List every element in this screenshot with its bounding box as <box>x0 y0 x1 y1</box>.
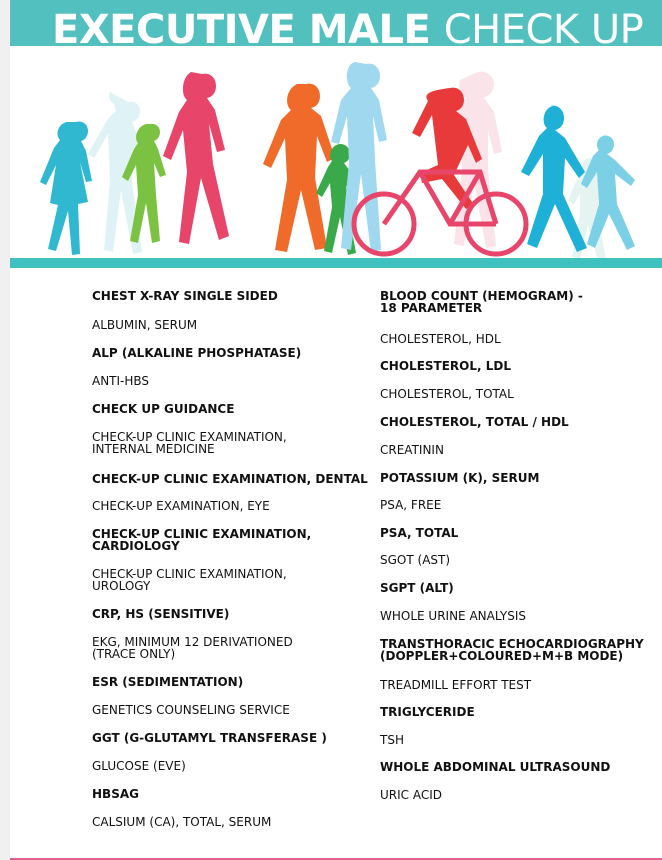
test-item: CHECK-UP EXAMINATION, EYE <box>92 499 270 513</box>
figure-runner-teal <box>521 106 587 252</box>
test-item: URIC ACID <box>380 788 443 802</box>
test-item: GGT (G-GLUTAMYL TRANSFERASE ) <box>92 731 327 745</box>
test-item: TSH <box>380 733 404 747</box>
test-item: EKG, MINIMUM 12 DERIVATIONED (TRACE ONLY) <box>92 635 293 661</box>
test-item: CHECK UP GUIDANCE <box>92 402 235 416</box>
test-item: GENETICS COUNSELING SERVICE <box>92 703 290 717</box>
test-item: ANTI-HBS <box>92 374 150 388</box>
title-light: CHECK UP <box>443 7 644 53</box>
figure-woman-teal <box>40 121 92 255</box>
test-item: WHOLE URINE ANALYSIS <box>380 609 527 623</box>
test-item: WHOLE ABDOMINAL ULTRASOUND <box>380 760 611 774</box>
test-item: CHECK-UP CLINIC EXAMINATION, INTERNAL MEDICINE <box>92 430 287 456</box>
test-item: CHEST X-RAY SINGLE SIDED <box>92 289 278 303</box>
test-item: HBSAG <box>92 787 139 801</box>
test-item: CALSIUM (CA), TOTAL, SERUM <box>92 815 272 829</box>
test-item: GLUCOSE (EVE) <box>92 759 186 773</box>
test-item: PSA, TOTAL <box>380 526 459 540</box>
test-item: CHOLESTEROL, LDL <box>380 359 511 373</box>
test-item: SGPT (ALT) <box>380 581 454 595</box>
test-item: CRP, HS (SENSITIVE) <box>92 607 230 621</box>
walking-people-illustration <box>10 52 662 268</box>
test-item: CREATININ <box>380 443 444 457</box>
test-item: TREADMILL EFFORT TEST <box>380 678 532 692</box>
document-page <box>10 0 662 860</box>
test-item: POTASSIUM (K), SERUM <box>380 471 540 485</box>
test-item: TRANSTHORACIC ECHOCARDIOGRAPHY (DOPPLER+COLOURED+M+B MODE) <box>380 637 644 663</box>
test-item: CHOLESTEROL, HDL <box>380 332 501 346</box>
test-item: CHOLESTEROL, TOTAL <box>380 387 514 401</box>
test-item: PSA, FREE <box>380 498 442 512</box>
test-item: SGOT (AST) <box>380 553 451 567</box>
test-item: ESR (SEDIMENTATION) <box>92 675 244 689</box>
title-bold: EXECUTIVE MALE <box>52 7 431 53</box>
figure-woman-pink <box>163 72 229 244</box>
test-item: CHECK-UP CLINIC EXAMINATION, DENTAL <box>92 472 368 486</box>
test-item: CHOLESTEROL, TOTAL / HDL <box>380 415 569 429</box>
test-item: ALBUMIN, SERUM <box>92 318 198 332</box>
test-item: ALP (ALKALINE PHOSPHATASE) <box>92 346 302 360</box>
figure-man-orange <box>263 84 335 252</box>
test-item: TRIGLYCERIDE <box>380 705 475 719</box>
header-banner <box>10 0 662 53</box>
test-item: BLOOD COUNT (HEMOGRAM) - 18 PARAMETER <box>380 289 583 315</box>
teal-divider-band <box>10 258 662 268</box>
page-title <box>52 4 643 56</box>
test-item: CHECK-UP CLINIC EXAMINATION, UROLOGY <box>92 567 287 593</box>
test-item: CHECK-UP CLINIC EXAMINATION, CARDIOLOGY <box>92 527 312 553</box>
